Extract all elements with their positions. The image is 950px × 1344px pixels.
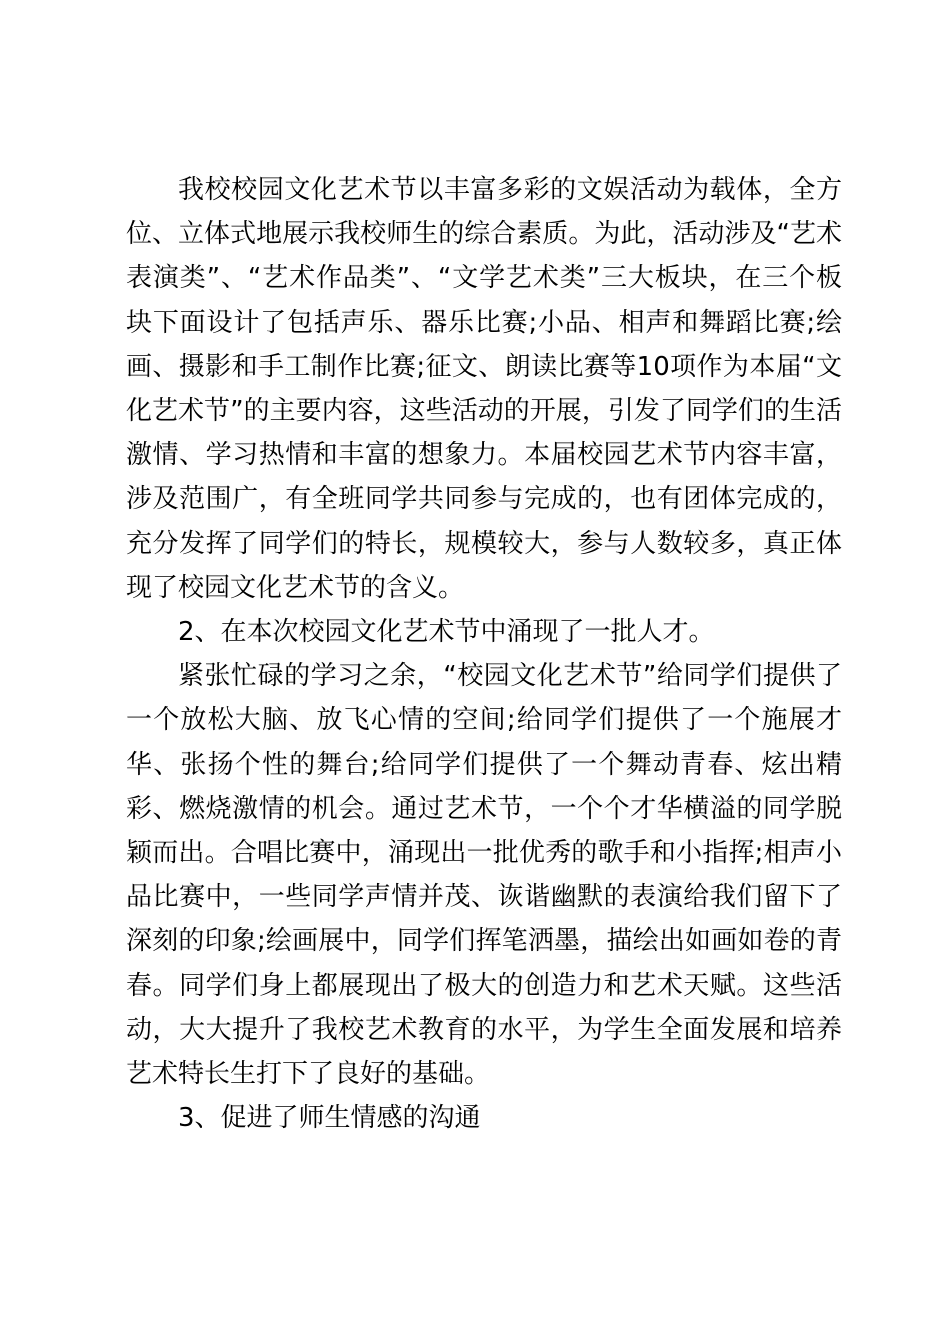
paragraph-festival-overview: 我校校园文化艺术节以丰富多彩的文娱活动为载体，全方位、立体式地展示我校师生的综合素质。为此，活动涉及“艺术表演类”、“艺术作品类”、“文学艺术类”三大板块，在三个板块下面设计了包括声乐、器乐比赛;小品、相声和舞蹈比赛;绘画、摄影和手工制作比赛;征文、朗读比赛等10项作为本届“文化艺术节”的主要内容，这些活动的开展，引发了同学们的生活激情、学习热情和丰富的想象力。本届校园艺术节内容丰富，涉及范围广，有全班同学共同参与完成的，也有团体完成的，充分发挥了同学们的特长，规模较大，参与人数较多，真正体现了校园文化艺术节的含义。	[126, 175, 842, 603]
section-heading-communication: 3、促进了师生情感的沟通	[178, 1103, 481, 1134]
document-body	[126, 168, 842, 1140]
paragraph-talent-details: 紧张忙碌的学习之余，“校园文化艺术节”给同学们提供了一个放松大脑、放飞心情的空间;给同学们提供了一个施展才华、张扬个性的舞台;给同学们提供了一个舞动青春、炫出精彩、燃烧激情的机会。通过艺术节，一个个才华横溢的同学脱颖而出。合唱比赛中，涌现出一批优秀的歌手和小指挥;相声小品比赛中，一些同学声情并茂、诙谐幽默的表演给我们留下了深刻的印象;绘画展中，同学们挥笔洒墨，描绘出如画如卷的青春。同学们身上都展现出了极大的创造力和艺术天赋。这些活动，大大提升了我校艺术教育的水平，为学生全面发展和培养艺术特长生打下了良好的基础。	[126, 661, 842, 1090]
section-heading-talent: 2、在本次校园文化艺术节中涌现了一批人才。	[178, 617, 715, 648]
